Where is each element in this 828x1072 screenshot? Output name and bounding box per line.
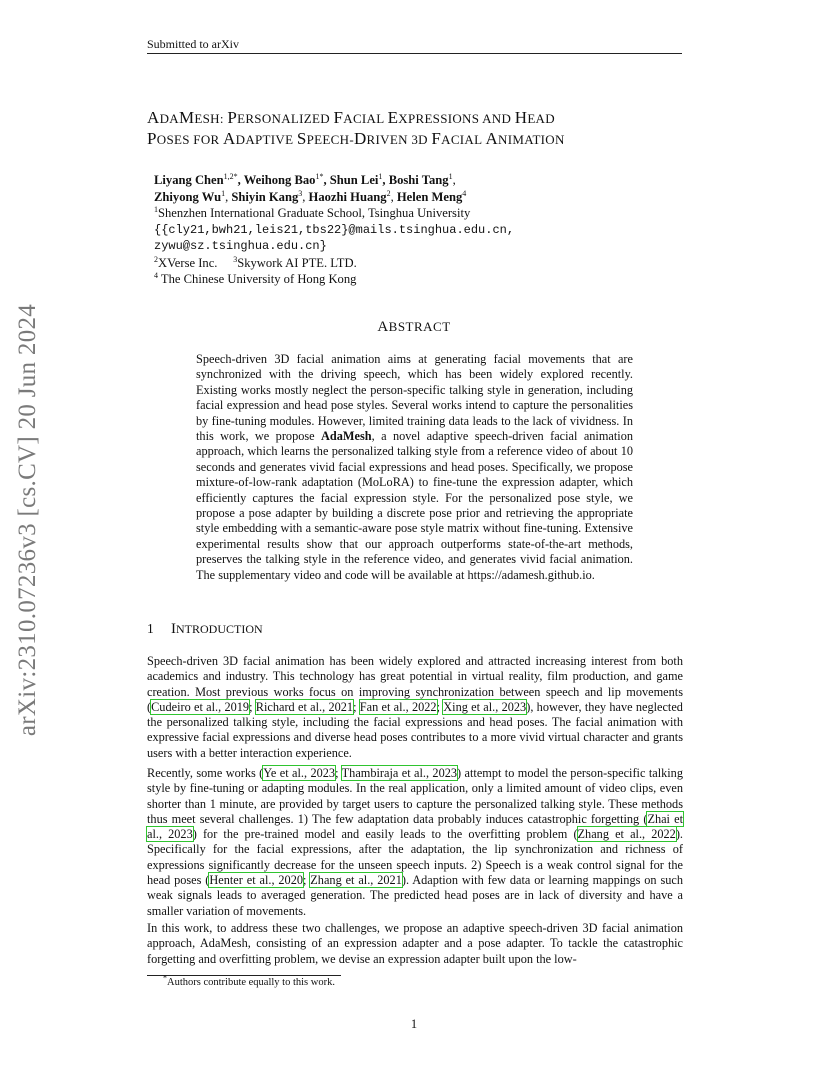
header-rule bbox=[147, 53, 682, 54]
citation-link[interactable]: Richard et al., 2021 bbox=[255, 699, 354, 714]
title-line-2: POSES FOR ADAPTIVE SPEECH-DRIVEN 3D FACIAL ANIMATION bbox=[147, 129, 565, 148]
citation-link[interactable]: Fan et al., 2022 bbox=[359, 699, 437, 714]
abstract-body: Speech-driven 3D facial animation aims at generating facial movements that are synchronized with the driving speech, which has been widely explored recently. Existing works mostly neglect the person-specific talking style in generation, including facial expression and head pose styles. Several works intend to capture the personalities by fine-tuning modules. However, limited training data leads to the lack of vividness. In this work, we propose AdaMesh, a novel adaptive speech-driven facial animation approach, which learns the personalized talking style from a reference video of about 10 seconds and generates vivid facial expressions and head poses. Specifically, we propose mixture-of-low-rank adaptation (MoLoRA) to fine-tune the expression adapter, which efficiently captures the facial expression style. For the personalized pose style, we propose a pose adapter by building a discrete pose prior and retrieving the appropriate style embedding with a semantic-aware pose style matrix without fine-tuning. Extensive experimental results show that our approach outperforms state-of-the-art methods, preserves the talking style in the reference video, and generates vivid facial animation. The supplementary video and code will be available at https://adamesh.github.io. bbox=[196, 352, 633, 582]
intro-paragraph-1: Speech-driven 3D facial animation has been widely explored and attracted increasing interest from both academics and industry. This technology has great potential in virtual reality, film production, and game creation. Most previous works focus on improving synchronization between speech and lip movements (Cudeiro et al., 2019; Richard et al., 2021; Fan et al., 2022; Xing et al., 2023), however, they have neglected the personalized talking style, including the facial expressions and head poses. The facial animation with expressive facial expressions and diverse head poses contributes to a more vivid virtual character and grants users with a better interaction experience. bbox=[147, 654, 683, 760]
arxiv-identifier: arXiv:2310.07236v3 [cs.CV] 20 Jun 2024 bbox=[14, 303, 41, 737]
title-line-1: ADAMESH: PERSONALIZED FACIAL EXPRESSIONS AND HEAD bbox=[147, 108, 555, 127]
affiliation-2-3: $^2$XVerse Inc. $^3$Skywork AI PTE. LTD. bbox=[154, 254, 357, 270]
running-header: Submitted to arXiv bbox=[147, 37, 239, 51]
citation-link[interactable]: Xing et al., 2023 bbox=[443, 699, 527, 714]
abstract-heading: ABSTRACT bbox=[377, 319, 451, 335]
citation-link[interactable]: Ye et al., 2023 bbox=[263, 766, 336, 780]
paper-title bbox=[147, 108, 687, 150]
citation-link[interactable]: Cudeiro et al., 2019 bbox=[151, 699, 250, 714]
intro-paragraph-2: Recently, some works (Ye et al., 2023; Thambiraja et al., 2023) attempt to model the person-specific talking style by fine-tuning or adapting modules. In the real application, only a limited amount of video clips, even shorter than 1 minute, are provided by target users to capture the personalized talking style. These methods thus meet several challenges. 1) The few adaptation data probably induces catastrophic forgetting (Zhai et al., 2023) for the pre-trained model and easily leads to the overfitting problem (Zhang et al., 2022). Specifically for the facial expressions, after the adaptation, the lip synchronization and richness of expressions significantly decrease for the unseen speech inputs. 2) Speech is a weak control signal for the head poses (Henter et al., 2020; Zhang et al., 2021). Adaption with few data or learning mappings on such weak signals leads to averaged generation. The predicted head poses are in lack of diversity and have a smaller variation of movements. bbox=[147, 766, 683, 918]
authors-line-2: Zhiyong Wu$^1$, Shiyin Kang$^3$, Haozhi Huang$^2$, Helen Meng$^4$ bbox=[154, 188, 467, 204]
citation-link[interactable]: Zhang et al., 2022 bbox=[577, 827, 676, 842]
affiliation-1: $^1$Shenzhen International Graduate School, Tsinghua University bbox=[154, 204, 471, 220]
author-block bbox=[154, 172, 514, 288]
section-heading-introduction: 1 INTRODUCTION bbox=[147, 621, 263, 637]
email-line-2: zywu@sz.tsinghua.edu.cn} bbox=[154, 239, 327, 253]
footnote: *Authors contribute equally to this work. bbox=[163, 973, 335, 988]
email-line-1: {{cly21,bwh21,leis21,tbs22}@mails.tsinghua.edu.cn, bbox=[154, 222, 515, 237]
citation-link[interactable]: Thambiraja et al., 2023 bbox=[341, 766, 458, 780]
affiliation-4: $^4$ The Chinese University of Hong Kong bbox=[154, 270, 357, 286]
authors-line-1: Liyang Chen$^{1,2*}$, Weihong Bao$^{1*}$, Shun Lei$^1$, Boshi Tang$^1$, bbox=[154, 171, 456, 187]
citation-link[interactable]: Zhang et al., 2021 bbox=[310, 873, 402, 888]
citation-link[interactable]: Henter et al., 2020 bbox=[209, 873, 303, 888]
citation-link[interactable]: Zhai et al., 2023 bbox=[147, 811, 683, 842]
page-number: 1 bbox=[410, 1017, 418, 1031]
footnote-rule bbox=[147, 975, 341, 976]
intro-paragraph-3: In this work, to address these two challenges, we propose an adaptive speech-driven 3D facial animation approach, AdaMesh, consisting of an expression adapter and a pose adapter. To tackle the catastrophic forgetting and overfitting problem, we devise an expression adapter built upon the low- bbox=[147, 921, 683, 966]
